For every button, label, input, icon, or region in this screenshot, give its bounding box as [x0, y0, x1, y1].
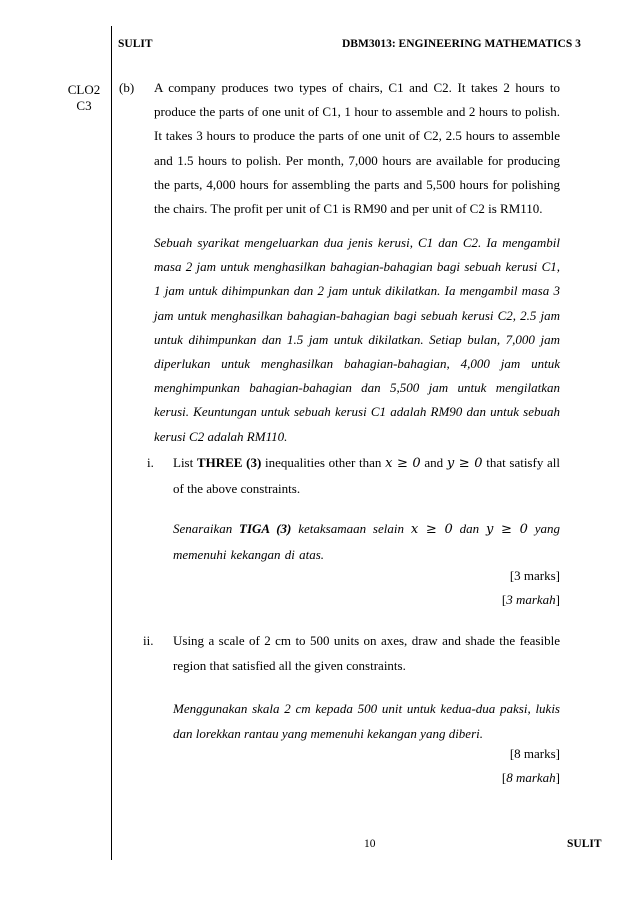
page-number: 10 — [364, 838, 376, 850]
part-ii-english: Using a scale of 2 cm to 500 units on axes, draw and shade the feasible region that satisfied all the given constraints. — [173, 633, 560, 673]
header-classification: SULIT — [118, 38, 153, 50]
question-label: (b) — [119, 80, 135, 95]
part-i-malay: Senaraikan TIGA (3) ketaksamaan selain x ≥ 0 dan y ≥ 0 yang memenuhi kekangan di atas. — [173, 521, 560, 562]
part-ii-malay: Menggunakan skala 2 cm kepada 500 unit untuk kedua-dua paksi, lukis dan lorekkan rantau yang memenuhi kekangan yang diberi. — [173, 701, 560, 741]
left-margin-rule — [111, 26, 112, 860]
clo-level: C3 — [76, 98, 92, 113]
header-course-title: DBM3013: ENGINEERING MATHEMATICS 3 — [342, 38, 581, 50]
question-text-english: A company produces two types of chairs, C1 and C2. It takes 2 hours to produce the parts of one unit of C1, 1 hour to assemble and 2 hours to polish. It takes 3 hours to produce the parts of one unit of C2, 2.5 hours to assemble and 1.5 hours to polish. Per month, 7,000 hours are available for producing the parts, 4,000 hours for assembling the parts and 5,500 hours for polishing the chairs. The profit per unit of C1 is RM90 and per unit of C2 is RM110. — [154, 80, 560, 217]
inequality-y: y ≥ 0 — [446, 456, 483, 471]
part-i-number: i. — [147, 455, 154, 470]
part-ii-marks-malay: [8 markah] — [501, 770, 560, 785]
part-i-marks-english: [3 marks] — [509, 568, 560, 583]
question-text-malay: Sebuah syarikat mengeluarkan dua jenis kerusi, C1 dan C2. Ia mengambil masa 2 jam untuk menghasilkan bahagian-bahagian bagi sebuah kerusi C1, 1 jam untuk dihimpunkan dan 2 jam untuk dikilatkan. Ia mengambil masa 3 jam untuk menghasilkan bahagian-bahagian bagi sebuah kerusi C2, 2.5 jam untuk dihimpunkan dan 1.5 jam untuk dikilatkan. Setiap bulan, 7,000 jam diperlukan untuk menghasilkan bahagian-bahagian, 4,000 jam untuk menghimpunkan bahagian-bahagian dan 5,500 jam untuk mengilatkan kerusi. Keuntungan untuk sebuah kerusi C1 adalah RM90 dan untuk sebuah kerusi C2 adalah RM110. — [154, 235, 560, 444]
part-ii-number: ii. — [143, 633, 154, 648]
part-ii-marks-english: [8 marks] — [509, 746, 560, 761]
part-i-marks-malay: [3 markah] — [501, 592, 560, 607]
part-i-english: List THREE (3) inequalities other than x ≥ 0 and y ≥ 0 that satisfy all of the above constraints. — [173, 455, 561, 496]
footer-classification: SULIT — [567, 838, 602, 850]
clo-label — [62, 82, 106, 114]
inequality-x: x ≥ 0 — [385, 456, 421, 471]
clo-code: CLO2 — [67, 82, 101, 97]
